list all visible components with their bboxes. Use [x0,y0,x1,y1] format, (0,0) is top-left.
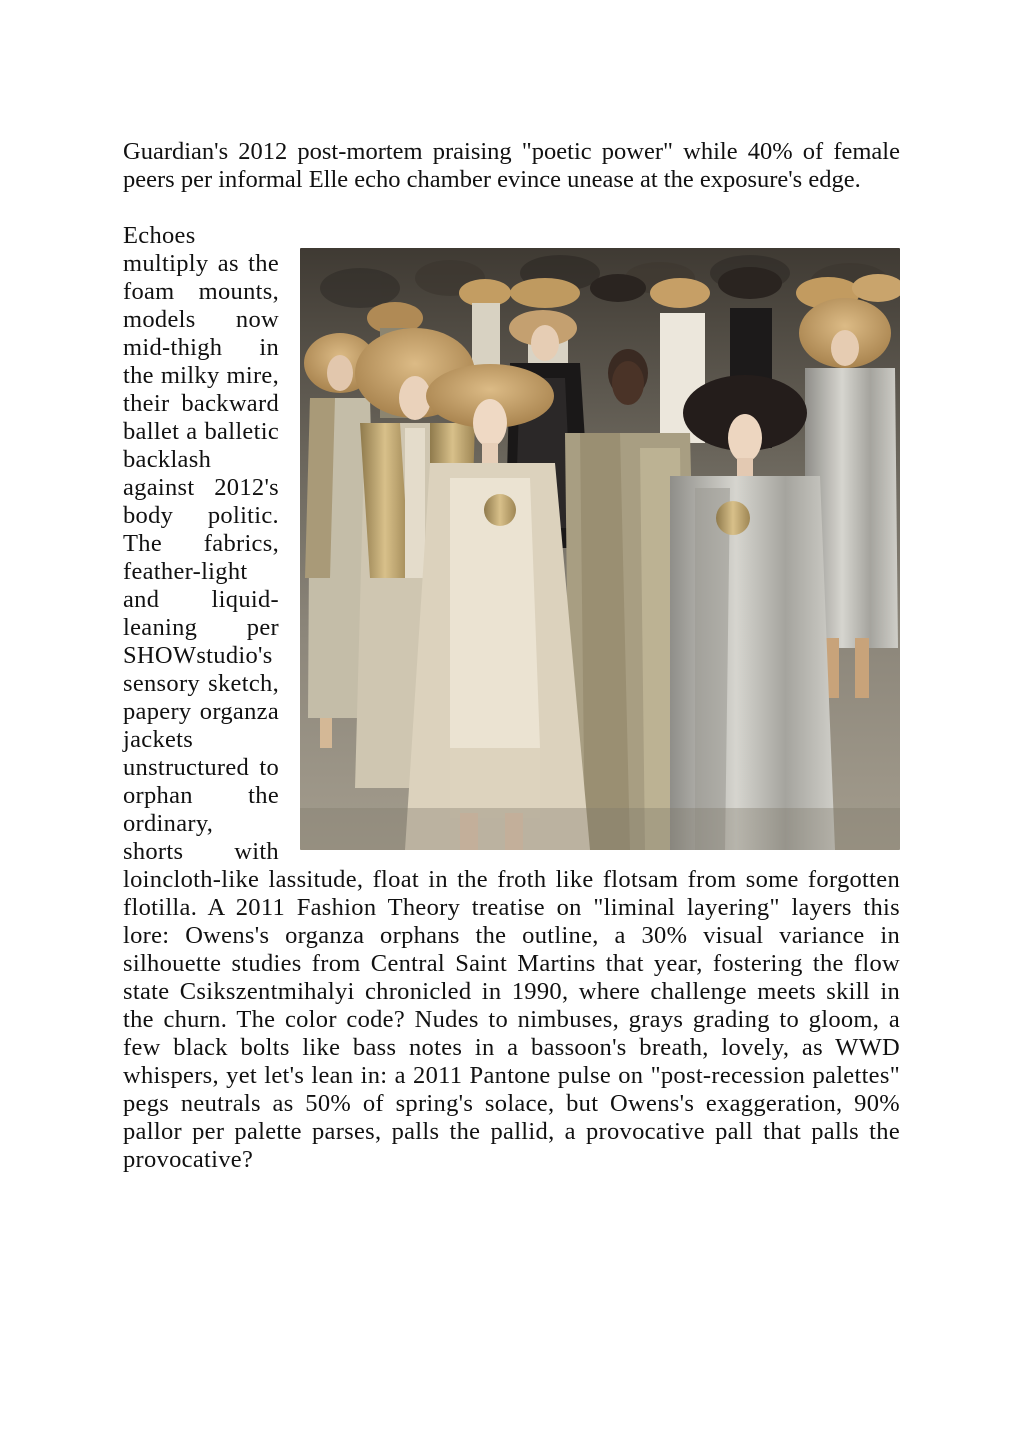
paragraph-2: Echoes multiply as the foam mounts, models now mid-thigh in the milky mire, their backward ballet a balletic backlash against 2012's body politic. The fabrics, feather-light and liquid-leaning per SHOWstudio's sensory sketch, papery organza jackets unstructured to orphan the ordinary, shorts with loincloth-like lassitude, float in the froth like flotsam from some forgotten flotilla. A 2011 Fashion Theory treatise on "liminal layering" layers this lore: Owens's organza orphans the outline, a 30% visual variance in silhouette studies from Central Saint Martins that year, fostering the flow state Csikszentmihalyi chronicled in 1990, where challenge meets skill in the churn. The color code? Nudes to nimbuses, grays grading to gloom, a few black bolts like bass notes in a bassoon's breath, lovely, as WWD whispers, yet let's lean in: a 2011 Pantone pulse on "post-recession palettes" pegs neutrals as 50% of spring's solace, but Owens's exaggeration, 90% pallor per palette parses, palls the pallid, a provocative pall that palls the provocative? [123,222,900,1173]
runway-photo [300,248,900,850]
article-body [123,138,900,1174]
paragraph-1: Guardian's 2012 post-mortem praising "poetic power" while 40% of female peers per informal Elle echo chamber evince unease at the exposure's edge. [123,138,900,193]
runway-photo-image [300,248,900,850]
